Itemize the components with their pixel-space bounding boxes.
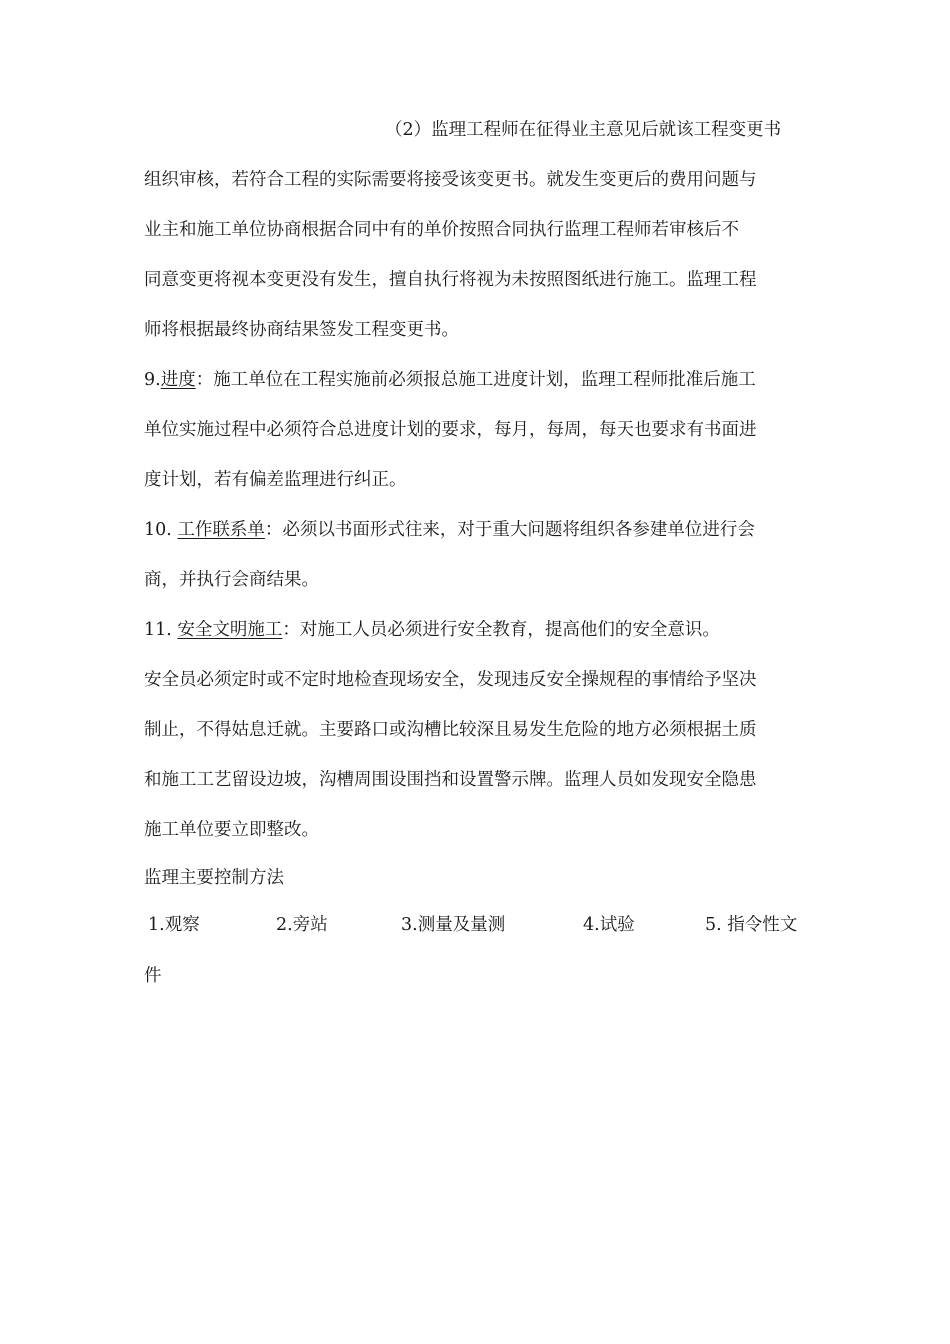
paragraph-line: 度计划，若有偏差监理进行纠正。 bbox=[144, 470, 407, 490]
item-text: ：施工单位在工程实施前必须报总施工进度计划，监理工程师批准后施工 bbox=[195, 370, 756, 390]
paragraph-line: 单位实施过程中必须符合总进度计划的要求，每月，每周，每天也要求有书面进 bbox=[144, 420, 757, 440]
method-item: 4.试验 bbox=[583, 915, 635, 935]
method-item: 5. 指令性文 bbox=[705, 915, 798, 935]
item-term: 工作联系单 bbox=[177, 520, 265, 540]
paragraph-line: 同意变更将视本变更没有发生，擅自执行将视为未按照图纸进行施工。监理工程 bbox=[144, 270, 757, 290]
method-item: 1.观察 bbox=[148, 915, 200, 935]
item-number: 10. bbox=[144, 520, 172, 540]
control-methods-list bbox=[144, 913, 812, 937]
paragraph-line: 师将根据最终协商结果签发工程变更书。 bbox=[144, 320, 459, 340]
section-item-11 bbox=[144, 618, 812, 642]
paragraph-line: 件 bbox=[144, 966, 162, 986]
paragraph-line: 安全员必须定时或不定时地检查现场安全，发现违反安全操规程的事情给予坚决 bbox=[144, 670, 757, 690]
item-number: 9. bbox=[144, 370, 161, 390]
method-item: 2.旁站 bbox=[276, 915, 328, 935]
paragraph-line: 施工单位要立即整改。 bbox=[144, 820, 319, 840]
item-term: 进度 bbox=[160, 370, 196, 390]
section-item-9 bbox=[144, 368, 812, 392]
item-text: ：必须以书面形式往来，对于重大问题将组织各参建单位进行会 bbox=[264, 520, 755, 540]
paragraph-line: 组织审核，若符合工程的实际需要将接受该变更书。就发生变更后的费用问题与 bbox=[144, 170, 757, 190]
item-term: 安全文明施工 bbox=[177, 620, 283, 640]
section-item-10 bbox=[144, 518, 812, 542]
paragraph-line: 和施工工艺留设边坡，沟槽周围设围挡和设置警示牌。监理人员如发现安全隐患 bbox=[144, 770, 757, 790]
paragraph-line: 商，并执行会商结果。 bbox=[144, 570, 319, 590]
section-heading: 监理主要控制方法 bbox=[144, 868, 284, 888]
item-text: ：对施工人员必须进行安全教育，提高他们的安全意识。 bbox=[282, 620, 720, 640]
paragraph-line: （2）监理工程师在征得业主意见后就该工程变更书 bbox=[385, 120, 782, 140]
paragraph-line: 业主和施工单位协商根据合同中有的单价按照合同执行监理工程师若审核后不 bbox=[144, 220, 739, 240]
paragraph-line: 制止，不得姑息迁就。主要路口或沟槽比较深且易发生危险的地方必须根据土质 bbox=[144, 720, 757, 740]
method-item: 3.测量及量测 bbox=[401, 915, 506, 935]
item-number: 11. bbox=[144, 620, 172, 640]
